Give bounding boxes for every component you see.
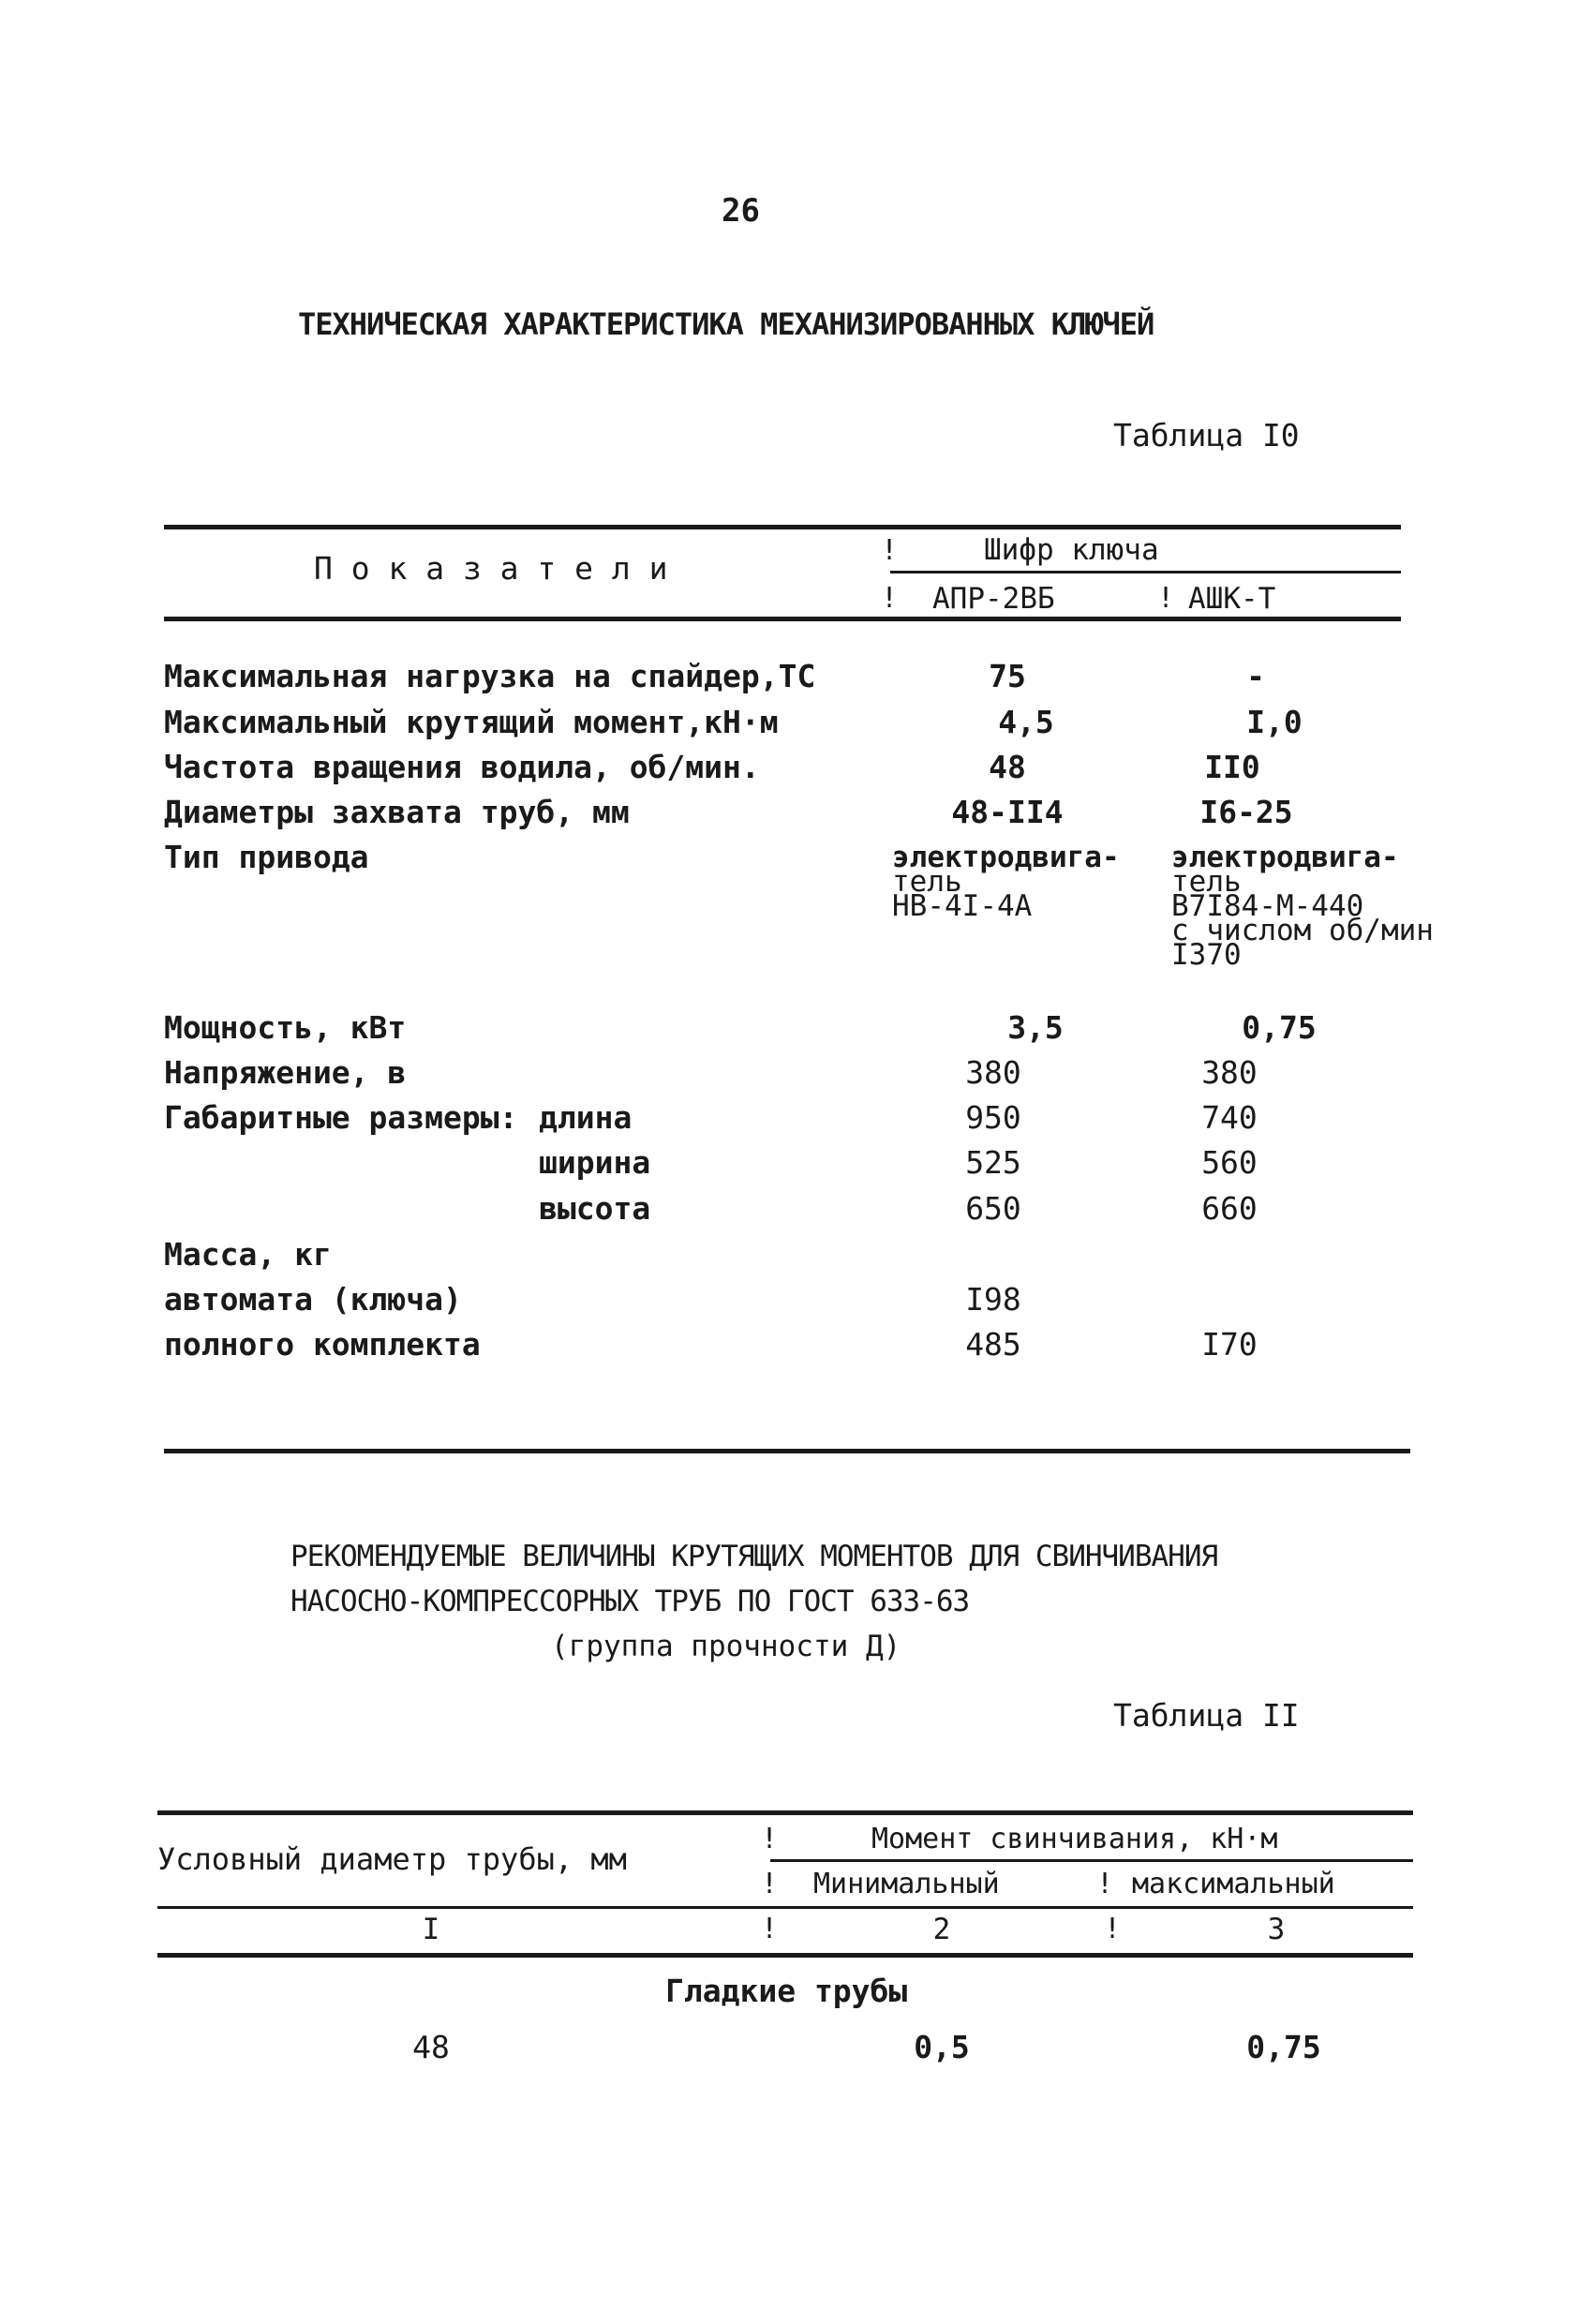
table10-row-label: полного комплекта: [164, 1326, 481, 1363]
table10-header-group: Шифр ключа: [984, 533, 1159, 567]
table10-row-value1: 4,5: [998, 704, 1054, 740]
table10-row-value2: 0,75: [1242, 1009, 1317, 1046]
table11-row-min: 0,5: [914, 2029, 970, 2065]
table10-row-value1: 48-II4: [951, 794, 1064, 830]
table10-row-label: Диаметры захвата труб, мм: [164, 794, 630, 830]
table10-row-value1: 380: [965, 1054, 1021, 1091]
table10-row-label: Тип привода: [164, 839, 369, 875]
table10-row-value1: 48: [989, 749, 1026, 785]
separator-mark: !: [761, 1868, 779, 1900]
table10-row-label: Мощность, кВт: [164, 1009, 407, 1046]
drive-type-line: НВ-4I-4А: [892, 889, 1033, 923]
table10-row-value2: -: [1246, 658, 1265, 694]
table10-row-label: Частота вращения водила, об/мин.: [164, 749, 760, 785]
table10-row-label: Габаритные размеры:: [164, 1099, 518, 1136]
table11-colnum-2: 2: [932, 1913, 951, 1946]
separator-mark: !: [761, 1913, 779, 1945]
section-title-line2: НАСОСНО-КОМПРЕССОРНЫХ ТРУБ ПО ГОСТ 633-63: [290, 1585, 970, 1618]
table11-colnum-3: 3: [1267, 1913, 1286, 1946]
table10-row-value2: 560: [1201, 1144, 1258, 1181]
drive-type-line: I370: [1171, 938, 1242, 972]
table10-header-rule: [164, 617, 1401, 621]
table10-row-value1: 485: [965, 1326, 1021, 1363]
table10-row-label: автомата (ключа): [164, 1281, 462, 1318]
section-title-line1: РЕКОМЕНДУЕМЫЕ ВЕЛИЧИНЫ КРУТЯЩИХ МОМЕНТОВ ДЛЯ СВИНЧИВАНИЯ: [290, 1540, 1218, 1573]
table10-row-value1: 650: [965, 1190, 1021, 1227]
table11-colnum-1: I: [422, 1913, 440, 1946]
drive-type-line: электродвига-: [892, 841, 1120, 874]
table11-row-diameter: 48: [412, 2029, 450, 2065]
drive-type-value2: [1171, 841, 1434, 972]
table10-row-value2: 740: [1201, 1099, 1258, 1136]
table11-header-rule: [157, 1906, 1413, 1909]
table11-caption: Таблица II: [1113, 1697, 1300, 1734]
table10-row-value2: I70: [1201, 1326, 1258, 1363]
table10-row-sublabel: высота: [539, 1190, 651, 1227]
drive-type-line: тель: [892, 865, 962, 899]
table10-group-rule: [890, 571, 1401, 574]
separator-mark: !: [881, 534, 899, 567]
table10-row-value1: I98: [965, 1281, 1021, 1318]
table10-row-sublabel: длина: [539, 1099, 633, 1136]
table10-row-label: Максимальная нагрузка на спайдер,ТС: [164, 658, 816, 694]
separator-mark: !: [761, 1823, 779, 1855]
table10-row-value2: I,0: [1246, 704, 1303, 740]
table10-row-value1: 75: [989, 658, 1026, 694]
section-title-line3: (группа прочности Д): [551, 1630, 901, 1663]
table10-row-value2: 380: [1201, 1054, 1258, 1091]
table10-row-label: Масса, кг: [164, 1236, 332, 1273]
table10-row-sublabel: ширина: [539, 1144, 651, 1181]
table10-row-value1: 525: [965, 1144, 1021, 1181]
page-number: 26: [722, 192, 760, 230]
table11-section-label: Гладкие трубы: [665, 1973, 908, 2009]
separator-mark: !: [1104, 1913, 1122, 1945]
table10-top-rule: [164, 525, 1401, 529]
table10-row-value1: 950: [965, 1099, 1021, 1136]
table11-header-diameter: Условный диаметр трубы, мм: [157, 1841, 627, 1877]
drive-type-value1: [892, 841, 1120, 923]
drive-type-line: тель: [1171, 865, 1242, 899]
table11-header-max: максимальный: [1132, 1868, 1335, 1900]
table10-header-col2: АШК-Т: [1188, 582, 1276, 616]
table10-row-value2: 660: [1201, 1190, 1258, 1227]
table10-bottom-rule: [164, 1449, 1410, 1453]
table10-row-value1: 3,5: [1007, 1009, 1064, 1046]
table11-top-rule: [157, 1810, 1413, 1815]
table10-row-label: Максимальный крутящий момент,кН·м: [164, 704, 779, 740]
table10-header-indicators: П о к а з а т е л и: [314, 550, 668, 587]
separator-mark: !: [881, 582, 899, 615]
table10-row-label: Напряжение, в: [164, 1054, 407, 1091]
drive-type-line: с числом об/мин: [1171, 914, 1434, 947]
table10-row-value2: II0: [1204, 749, 1260, 785]
drive-type-line: В7I84-М-440: [1171, 889, 1364, 923]
table11-colnum-rule: [157, 1953, 1413, 1958]
table11-row-max: 0,75: [1246, 2029, 1321, 2065]
separator-mark: !: [1096, 1868, 1114, 1900]
separator-mark: !: [1157, 582, 1175, 615]
table10-row-value2: I6-25: [1199, 794, 1293, 830]
table10-header-col1: АПР-2ВБ: [932, 582, 1055, 616]
table11-header-min: Минимальный: [813, 1868, 1000, 1900]
drive-type-line: электродвига-: [1171, 841, 1399, 874]
document-title: ТЕХНИЧЕСКАЯ ХАРАКТЕРИСТИКА МЕХАНИЗИРОВАННЫХ КЛЮЧЕЙ: [298, 306, 1154, 342]
table11-group-rule: [770, 1859, 1413, 1862]
table11-header-group: Момент свинчивания, кН·м: [871, 1823, 1278, 1855]
table10-caption: Таблица I0: [1113, 417, 1300, 454]
